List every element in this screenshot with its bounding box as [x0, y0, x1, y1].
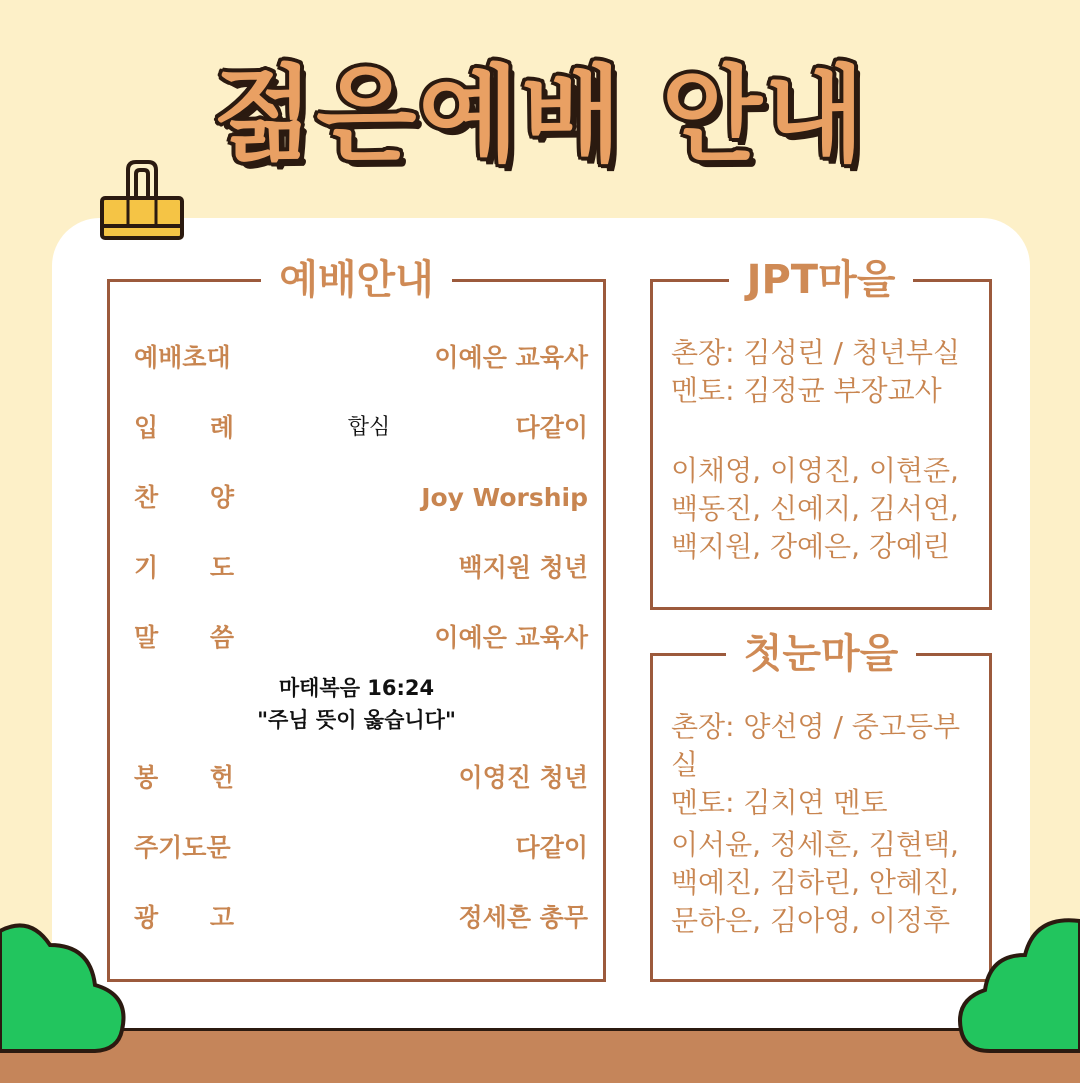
- row-value: 정세흔 총무: [458, 903, 588, 932]
- row-value: 다같이: [515, 413, 588, 442]
- row-label: 주기도문: [134, 833, 231, 862]
- village-heading: JPT마을: [729, 257, 914, 303]
- row-label: 봉: [134, 763, 159, 792]
- service-row: [134, 408, 588, 448]
- row-label: 광: [134, 903, 159, 932]
- village-heading: 첫눈마을: [726, 631, 917, 677]
- row-value: 이영진 청년: [458, 763, 588, 792]
- row-label: 례: [209, 413, 234, 442]
- service-row: [134, 618, 588, 658]
- row-label: 찬: [134, 483, 159, 512]
- service-order-box: [107, 257, 606, 982]
- row-label: 씀: [209, 623, 234, 652]
- row-label: 헌: [209, 763, 234, 792]
- jpt-village-box: [650, 257, 992, 610]
- service-row: [134, 478, 588, 518]
- row-value: 다같이: [515, 833, 588, 862]
- village-mentor: 멘토: 김정균 부장교사: [671, 374, 942, 407]
- row-label: 입: [134, 413, 159, 442]
- row-value: 이예은 교육사: [434, 343, 588, 372]
- row-label: 말: [134, 623, 159, 652]
- service-row: [134, 548, 588, 588]
- binder-clip-icon: [100, 160, 184, 242]
- member-line: 백지원, 강예은, 강예린: [671, 530, 951, 563]
- row-label: 기: [134, 553, 159, 582]
- service-heading: 예배안내: [261, 257, 452, 303]
- right-bush-icon: [955, 915, 1080, 1055]
- row-label: 예배초대: [134, 343, 231, 372]
- ground-strip: [0, 1028, 1080, 1083]
- member-line: 백동진, 신예지, 김서연,: [671, 492, 959, 525]
- service-row: [134, 758, 588, 798]
- member-line: 백예진, 김하린, 안혜진,: [671, 866, 959, 899]
- cheotnun-village-box: [650, 631, 992, 982]
- row-label: 도: [209, 553, 234, 582]
- member-line: 이채영, 이영진, 이현준,: [671, 454, 959, 487]
- member-line: 이서윤, 정세흔, 김현택,: [671, 828, 959, 861]
- sermon-title: "주님 뜻이 옳습니다": [257, 708, 456, 732]
- service-row: [134, 338, 588, 378]
- service-row: [134, 898, 588, 938]
- row-label: 고: [209, 903, 234, 932]
- row-middle: 합심: [347, 415, 391, 440]
- scripture: [110, 672, 603, 736]
- member-line: 문하은, 김아영, 이정후: [671, 904, 951, 937]
- scripture-reference: 마태복음 16:24: [278, 676, 435, 700]
- village-mentor: 멘토: 김치연 멘토: [671, 786, 888, 819]
- row-value: Joy Worship: [421, 483, 588, 512]
- village-leader: 촌장: 양선영 / 중고등부실: [671, 710, 961, 781]
- village-leader: 촌장: 김성린 / 청년부실: [671, 336, 961, 369]
- left-bush-icon: [0, 915, 130, 1055]
- row-value: 이예은 교육사: [434, 623, 588, 652]
- page-title: 젊은예배 안내: [213, 54, 867, 176]
- service-row: [134, 828, 588, 868]
- row-value: 백지원 청년: [458, 553, 588, 582]
- row-label: 양: [209, 483, 234, 512]
